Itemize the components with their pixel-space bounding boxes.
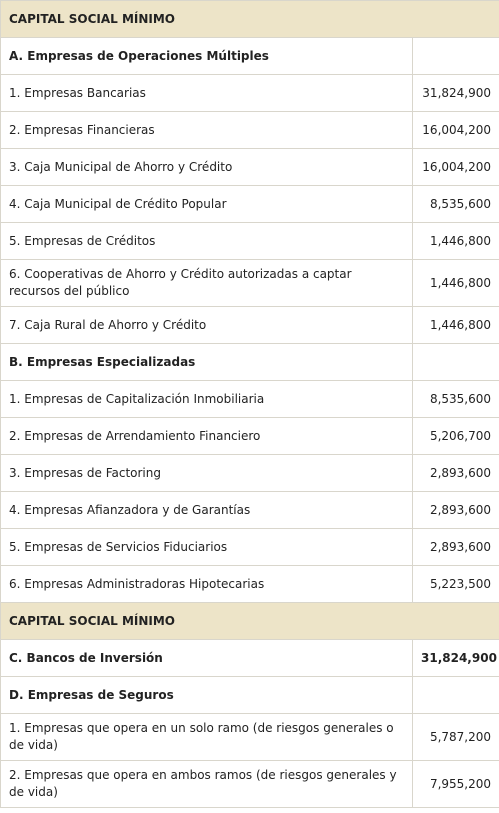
section-value (413, 677, 499, 714)
row-label: 1. Empresas de Capitalización Inmobiliaria (1, 381, 413, 418)
row-label: 6. Empresas Administradoras Hipotecarias (1, 566, 413, 603)
table-row (1, 112, 499, 149)
table-row (1, 714, 499, 761)
row-value: 1,446,800 (413, 307, 499, 344)
row-label: 7. Caja Rural de Ahorro y Crédito (1, 307, 413, 344)
table-row (1, 529, 499, 566)
row-value: 2,893,600 (413, 492, 499, 529)
table-row (1, 223, 499, 260)
row-value: 8,535,600 (413, 186, 499, 223)
section-row (1, 344, 499, 381)
section-value (413, 38, 499, 75)
table-header-cell: CAPITAL SOCIAL MÍNIMO (1, 603, 499, 640)
row-value: 8,535,600 (413, 381, 499, 418)
row-label: 3. Caja Municipal de Ahorro y Crédito (1, 149, 413, 186)
row-value: 31,824,900 (413, 75, 499, 112)
table-row (1, 186, 499, 223)
row-label: 5. Empresas de Créditos (1, 223, 413, 260)
table-row (1, 418, 499, 455)
section-label: A. Empresas de Operaciones Múltiples (1, 38, 413, 75)
row-label: 1. Empresas que opera en un solo ramo (de riesgos generales o de vida) (1, 714, 413, 761)
row-value: 1,446,800 (413, 260, 499, 307)
row-value: 2,893,600 (413, 529, 499, 566)
table-row (1, 455, 499, 492)
row-value: 7,955,200 (413, 761, 499, 808)
row-value: 16,004,200 (413, 149, 499, 186)
table-header-row (1, 603, 499, 640)
row-value: 16,004,200 (413, 112, 499, 149)
table-row (1, 381, 499, 418)
table-row (1, 492, 499, 529)
table-body (1, 1, 499, 808)
table-row (1, 566, 499, 603)
row-value: 5,223,500 (413, 566, 499, 603)
table-row (1, 761, 499, 808)
row-value: 5,206,700 (413, 418, 499, 455)
row-label: 2. Empresas de Arrendamiento Financiero (1, 418, 413, 455)
section-row (1, 640, 499, 677)
row-label: 2. Empresas que opera en ambos ramos (de riesgos generales y de vida) (1, 761, 413, 808)
row-label: 5. Empresas de Servicios Fiduciarios (1, 529, 413, 566)
row-value: 1,446,800 (413, 223, 499, 260)
table-header-cell: CAPITAL SOCIAL MÍNIMO (1, 1, 499, 38)
table-row (1, 149, 499, 186)
row-label: 2. Empresas Financieras (1, 112, 413, 149)
section-row (1, 38, 499, 75)
section-label: C. Bancos de Inversión (1, 640, 413, 677)
table-header-row (1, 1, 499, 38)
row-value: 5,787,200 (413, 714, 499, 761)
section-label: B. Empresas Especializadas (1, 344, 413, 381)
section-value (413, 344, 499, 381)
table-row (1, 260, 499, 307)
section-row (1, 677, 499, 714)
row-label: 6. Cooperativas de Ahorro y Crédito autorizadas a captar recursos del público (1, 260, 413, 307)
row-label: 4. Caja Municipal de Crédito Popular (1, 186, 413, 223)
section-value: 31,824,900 (413, 640, 499, 677)
row-label: 3. Empresas de Factoring (1, 455, 413, 492)
row-label: 4. Empresas Afianzadora y de Garantías (1, 492, 413, 529)
row-label: 1. Empresas Bancarias (1, 75, 413, 112)
table-row (1, 75, 499, 112)
section-label: D. Empresas de Seguros (1, 677, 413, 714)
table-row (1, 307, 499, 344)
row-value: 2,893,600 (413, 455, 499, 492)
